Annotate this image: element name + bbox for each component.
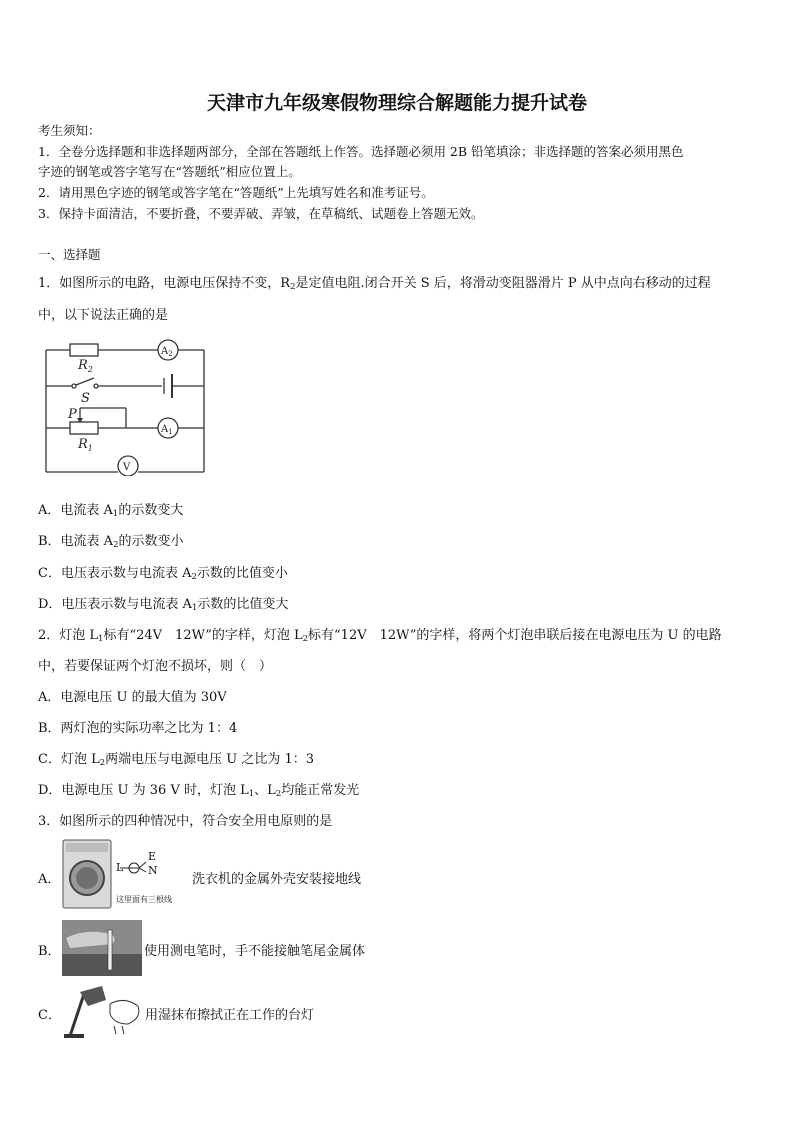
- q1-option-d[interactable]: D．电压表示数与电流表 $A_1$示数的比值变大: [38, 597, 289, 613]
- label-a2: $A_2$: [161, 346, 173, 358]
- page-title: 天津市九年级寒假物理综合解题能力提升试卷: [206, 92, 587, 114]
- q2-stem-line2: 中，若要保证两个灯泡不损坏，则（ ）: [38, 659, 273, 674]
- q2-option-a[interactable]: A．电源电压 U 的最大值为 30V: [38, 690, 227, 705]
- plug-label-n: N: [148, 864, 158, 877]
- section-heading: 一、选择题: [38, 247, 101, 262]
- q1-option-b[interactable]: B．电流表 $A_2$的示数变小: [38, 534, 184, 550]
- q3-option-a-text[interactable]: 洗衣机的金属外壳安装接地线: [192, 872, 362, 887]
- q3-option-c-text[interactable]: 用湿抹布擦拭正在工作的台灯: [145, 1008, 315, 1023]
- q3-stem: 3．如图所示的四种情况中，符合安全用电原则的是: [38, 814, 333, 829]
- q1-option-c[interactable]: C．电压表示数与电流表 $A_2$示数的比值变小: [38, 566, 288, 582]
- q3-option-c-label[interactable]: C．: [38, 1008, 61, 1023]
- plug-label-e: E: [148, 850, 157, 863]
- q2-option-c[interactable]: C．灯泡 $L_2$两端电压与电源电压 U 之比为 1：3: [38, 752, 315, 768]
- desk-lamp-image: [62, 984, 146, 1040]
- notice-item-2: 2．请用黑色字迹的钢笔或答字笔在“答题纸”上先填写姓名和准考证号。: [38, 185, 434, 200]
- label-v: V: [123, 462, 131, 473]
- label-p: P: [68, 407, 77, 422]
- q1-circuit-diagram: [40, 336, 210, 476]
- notice-item-1: 1．全卷分选择题和非选择题两部分，全部在答题纸上作答。选择题必须用 2B 铅笔填涂；非选择题的答案必须用黑色: [38, 144, 684, 159]
- label-r1: $R_1$: [78, 437, 93, 453]
- q3-option-a-label[interactable]: A．: [38, 872, 61, 887]
- label-s: S: [81, 391, 90, 406]
- q1-stem-line2: 中，以下说法正确的是: [38, 308, 169, 323]
- plug-caption: 这里面有三根线: [116, 895, 172, 904]
- plug-label-l: L: [116, 861, 124, 874]
- label-a1: $A_1$: [161, 424, 173, 436]
- washing-machine-image: [62, 838, 192, 910]
- notice-item-1-cont: 字迹的钢笔或答字笔写在“答题纸”相应位置上。: [38, 164, 301, 179]
- q1-stem-line1: 1．如图所示的电路，电源电压保持不变，$R_2$是定值电阻.闭合开关 S 后，将滑动变阻器滑片 P 从中点向右移动的过程: [38, 276, 711, 292]
- label-r2: $R_2$: [78, 358, 93, 374]
- notice-heading: 考生须知：: [38, 123, 101, 138]
- q3-option-b-label[interactable]: B．: [38, 944, 61, 959]
- notice-item-3: 3．保持卡面清洁，不要折叠，不要弄破、弄皱，在草稿纸、试题卷上答题无效。: [38, 206, 484, 221]
- test-pen-hand-image: [62, 920, 142, 976]
- q2-option-b[interactable]: B．两灯泡的实际功率之比为 1：4: [38, 721, 238, 736]
- q3-option-b-text[interactable]: 使用测电笔时，手不能接触笔尾金属体: [144, 944, 366, 959]
- q2-option-d[interactable]: D．电源电压 U 为 36 V 时，灯泡 $L_1$、$L_2$均能正常发光: [38, 783, 360, 799]
- q1-option-a[interactable]: A．电流表 $A_1$的示数变大: [38, 503, 184, 519]
- q2-stem-line1: 2．灯泡 $L_1$标有“24V 12W”的字样，灯泡 $L_2$标有“12V 12W”的字样，将两个灯泡串联后接在电源电压为 U 的电路: [38, 628, 722, 644]
